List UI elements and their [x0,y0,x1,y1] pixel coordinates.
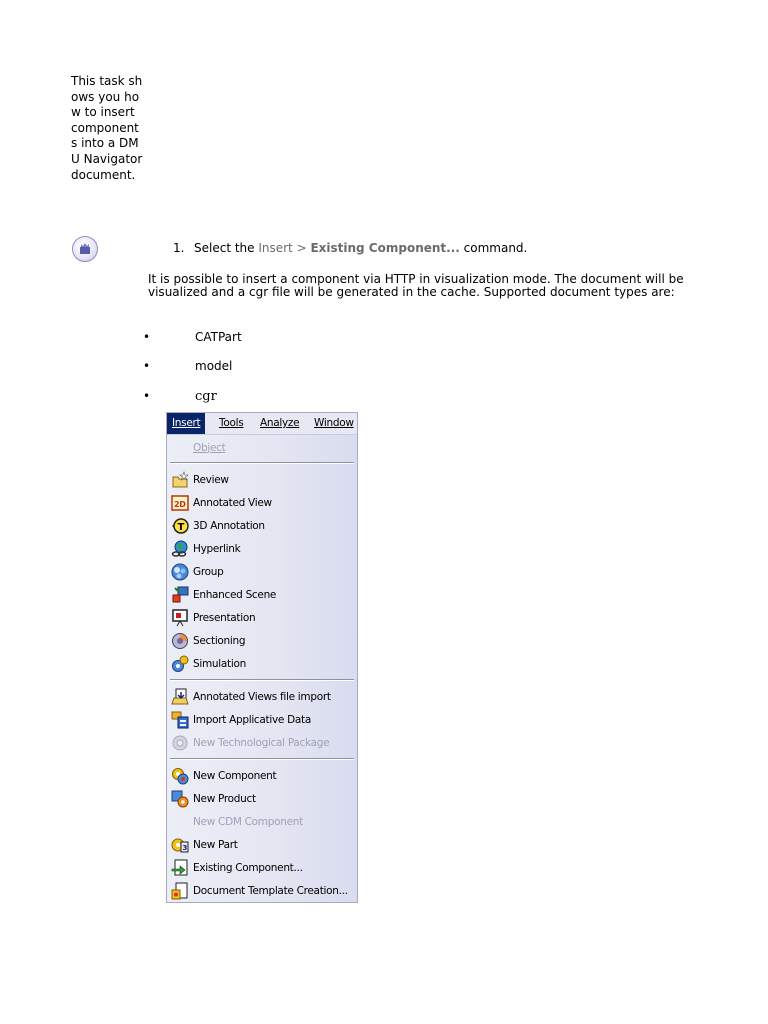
step-1 [173,241,527,255]
svg-text:2D: 2D [174,499,186,509]
step-menu-name: Insert [258,241,293,255]
group-icon [171,563,189,581]
menu-item-group[interactable] [167,560,357,583]
menu-tools[interactable]: Tools [219,417,244,429]
svg-text:T: T [177,521,185,533]
annotated-view-icon [171,494,189,512]
menu-item-label: Document Template Creation... [193,884,348,897]
menu-item-import-applicative-data[interactable] [167,708,357,731]
enhanced-scene-icon [171,586,189,604]
menu-item-label: New Part [193,838,238,851]
step-number: 1. [173,241,185,255]
annotated-views-import-icon [171,688,189,706]
menu-analyze[interactable]: Analyze [260,417,300,429]
step-text-after: command. [459,241,528,255]
menu-item-label: Sectioning [193,634,246,647]
menu-item-sectioning[interactable] [167,629,357,652]
menu-item-presentation[interactable] [167,606,357,629]
step-command-name: Existing Component... [310,241,460,255]
menu-item-label: Existing Component... [193,861,303,874]
task-icon [72,236,98,262]
menu-item-new-technological-package [167,731,357,754]
step-text-before: Select the [194,241,259,255]
bullet-dot: • [143,359,151,373]
menu-item-enhanced-scene[interactable] [167,583,357,606]
menu-item-label: Enhanced Scene [193,588,277,601]
list-item-text: CATPart [195,330,242,344]
simulation-icon [171,655,189,673]
bullet-dot: • [143,330,151,344]
technological-package-icon [171,734,189,752]
menu-item-object [167,436,357,459]
menu-item-label: Annotated Views file import [193,690,331,703]
hyperlink-icon [171,540,189,558]
menu-item-hyperlink[interactable] [167,537,357,560]
menu-separator [170,679,354,681]
review-icon [171,471,189,489]
menu-item-label: Hyperlink [193,542,241,555]
new-product-icon [171,790,189,808]
menu-separator [170,758,354,760]
step-separator: > [292,241,311,255]
existing-component-icon [171,859,189,877]
list-item-text: cgr [195,389,217,404]
menu-item-label: Review [193,473,229,486]
import-applicative-data-icon [171,711,189,729]
menu-item-new-part[interactable] [167,833,357,856]
menu-item-existing-component[interactable] [167,856,357,879]
menu-item-simulation[interactable] [167,652,357,675]
menu-item-label: New Component [193,769,277,782]
menu-window[interactable]: Window [314,417,354,429]
list-item-text: model [195,359,233,373]
bullet-dot: • [143,389,151,403]
menu-item-label: New Technological Package [193,736,330,749]
new-component-icon [171,767,189,785]
menu-item-label: Presentation [193,611,256,624]
menu-item-label: Annotated View [193,496,272,509]
menu-item-label: Simulation [193,657,246,670]
menu-item-review[interactable] [167,468,357,491]
menu-item-document-template-creation[interactable] [167,879,357,902]
menu-insert[interactable]: Insert [167,413,205,434]
menu-item-annotated-views-import[interactable] [167,685,357,708]
sectioning-icon [171,632,189,650]
new-part-icon [171,836,189,854]
menu-item-3d-annotation[interactable] [167,514,357,537]
menu-item-annotated-view[interactable] [167,491,357,514]
menu-bar [167,413,357,435]
description-paragraph: It is possible to insert a component via HTTP in visualization mode. The document will be visualized and a cgr file will be generated in the cache. Supported document types are: [148,272,684,299]
menu-item-label: New Product [193,792,256,805]
menu-item-label: 3D Annotation [193,519,265,532]
menu-item-new-cdm-component [167,810,357,833]
menu-item-new-product[interactable] [167,787,357,810]
insert-menu-screenshot [166,412,358,903]
intro-text: This task shows you how to insert components into a DMU Navigator document. [71,74,143,182]
svg-text:3: 3 [182,843,188,852]
menu-item-new-component[interactable] [167,764,357,787]
presentation-icon [171,609,189,627]
document-template-icon [171,882,189,900]
3d-annotation-icon [171,517,189,535]
menu-item-label: New CDM Component [193,815,303,828]
menu-item-label: Object [193,441,226,454]
menu-item-label: Group [193,565,224,578]
menu-item-label: Import Applicative Data [193,713,311,726]
menu-separator [170,462,354,464]
